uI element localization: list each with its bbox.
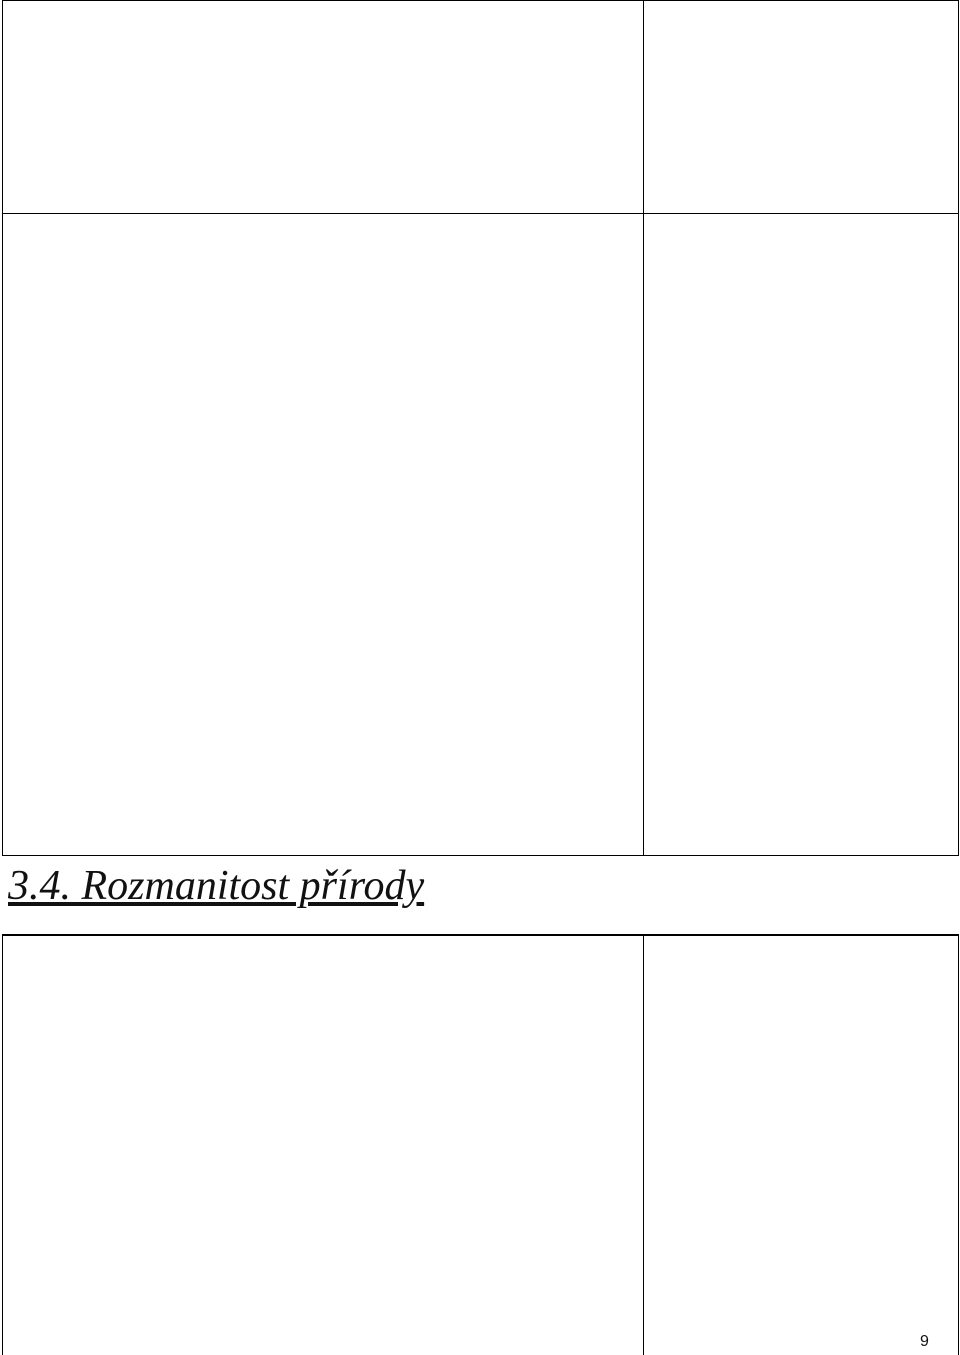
column-divider bbox=[643, 935, 644, 1355]
page-number: 9 bbox=[920, 1333, 929, 1350]
column-divider bbox=[643, 1, 644, 855]
row-divider bbox=[3, 935, 958, 936]
section-heading: 3.4. Rozmanitost přírody bbox=[8, 863, 425, 909]
top-table bbox=[2, 0, 959, 856]
bottom-table bbox=[2, 934, 959, 1355]
row-divider bbox=[3, 213, 958, 214]
